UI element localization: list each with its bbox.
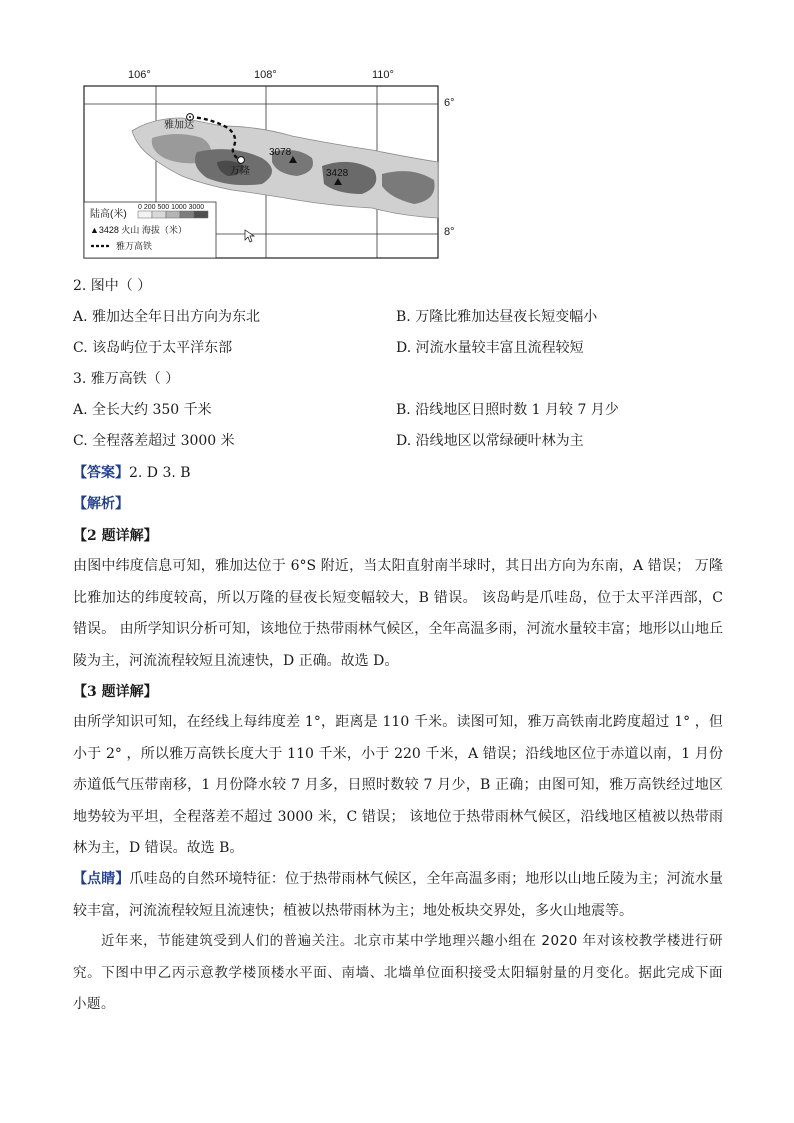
- city-bandung-label: 万隆: [230, 166, 250, 177]
- legend-volcano: ▲3428 火山 海拔（米）: [90, 225, 187, 235]
- lon-label-108: 108°: [254, 69, 277, 81]
- detail2-text: 由图中纬度信息可知，雅加达位于 6°S 附近，当太阳直射南半球时，其日出方向为东南，A 错误； 万隆比雅加达的纬度较高，所以万隆的昼夜长短变幅较大，B 错误。 该岛屿是爪哇岛，位于太平洋西部，C 错误。 由所学知识分析可知，该地位于热带雨林气候区，全年高温多雨，河流水量较丰富；地形以山地丘陵为主，河流流程较短且流速快，D 正确。故选 D。: [73, 558, 723, 669]
- volcano-height-1: 3078: [269, 147, 292, 158]
- answer-line: [73, 463, 191, 483]
- q2-option-d: D. 河流水量较丰富且流程较短: [396, 340, 584, 356]
- legend-elev-title: 陆高(米): [90, 209, 127, 220]
- analysis-tag: 【解析】: [73, 496, 129, 512]
- q3-stem: 3. 雅万高铁（ ）: [73, 371, 180, 387]
- answer-tag: 【答案】: [73, 465, 129, 481]
- detail2-tag: 【2 题详解】: [73, 528, 158, 544]
- q2-stem: 2. 图中（ ）: [73, 278, 152, 294]
- legend-rail: 雅万高铁: [116, 241, 153, 251]
- q2-option-b: B. 万隆比雅加达昼夜长短变幅小: [396, 309, 598, 325]
- lon-label-110: 110°: [372, 69, 394, 81]
- lat-label-6: 6°: [444, 97, 455, 109]
- q2-option-c: C. 该岛屿位于太平洋东部: [73, 340, 233, 356]
- city-bandung-marker: [238, 157, 245, 164]
- q3-option-b: B. 沿线地区日照时数 1 月较 7 月少: [396, 402, 619, 418]
- volcano-height-2: 3428: [326, 168, 349, 179]
- tips-tag: 【点睛】: [73, 871, 130, 887]
- map-figure: [82, 66, 462, 262]
- lon-label-106: 106°: [128, 69, 151, 81]
- answer-text: 2. D 3. B: [129, 465, 191, 481]
- q3-option-d: D. 沿线地区以常绿硬叶林为主: [396, 433, 584, 449]
- java-map: [82, 66, 462, 262]
- detail3-text: 由所学知识可知，在经线上每纬度差 1°，距离是 110 千米。读图可知，雅万高铁南北跨度超过 1° ，但小于 2° ，所以雅万高铁长度大于 110 千米，小于 220 千米，A 错误；沿线地区位于赤道以南，1 月份赤道低气压带南移，1 月份降水较 7 月多，日照时数较 7 月少，B 正确；由图可知，雅万高铁经过地区地势较为平坦，全程落差不超过 3000 米，C 错误； 该地位于热带雨林气候区，沿线地区植被以热带雨林为主，D 错误。故选 B。: [73, 714, 723, 856]
- tips-text: 爪哇岛的自然环境特征：位于热带雨林气候区，全年高温多雨；地形以山地丘陵为主；河流水量较丰富，河流流程较短且流速快；植被以热带雨林为主；地处板块交界处，多火山地震等。: [73, 871, 724, 919]
- city-jakarta-label: 雅加达: [164, 120, 194, 131]
- detail3-tag: 【3 题详解】: [73, 684, 158, 700]
- q3-option-a: A. 全长大约 350 千米: [73, 402, 212, 418]
- tips-paragraph: [73, 864, 723, 927]
- next-question-intro: 近年来，节能建筑受到人们的普遍关注。北京市某中学地理兴趣小组在 2020 年对该校教学楼进行研究。下图中甲乙丙示意教学楼顶楼水平面、南墙、北墙单位面积接受太阳辐射量的月变化。据此完成下面小题。: [73, 933, 723, 1012]
- lat-label-8: 8°: [444, 226, 455, 238]
- legend-elev-ticks: 0 200 500 1000 3000: [138, 204, 205, 211]
- q3-option-c: C. 全程落差超过 3000 米: [73, 433, 235, 449]
- q2-option-a: A. 雅加达全年日出方向为东北: [73, 309, 261, 325]
